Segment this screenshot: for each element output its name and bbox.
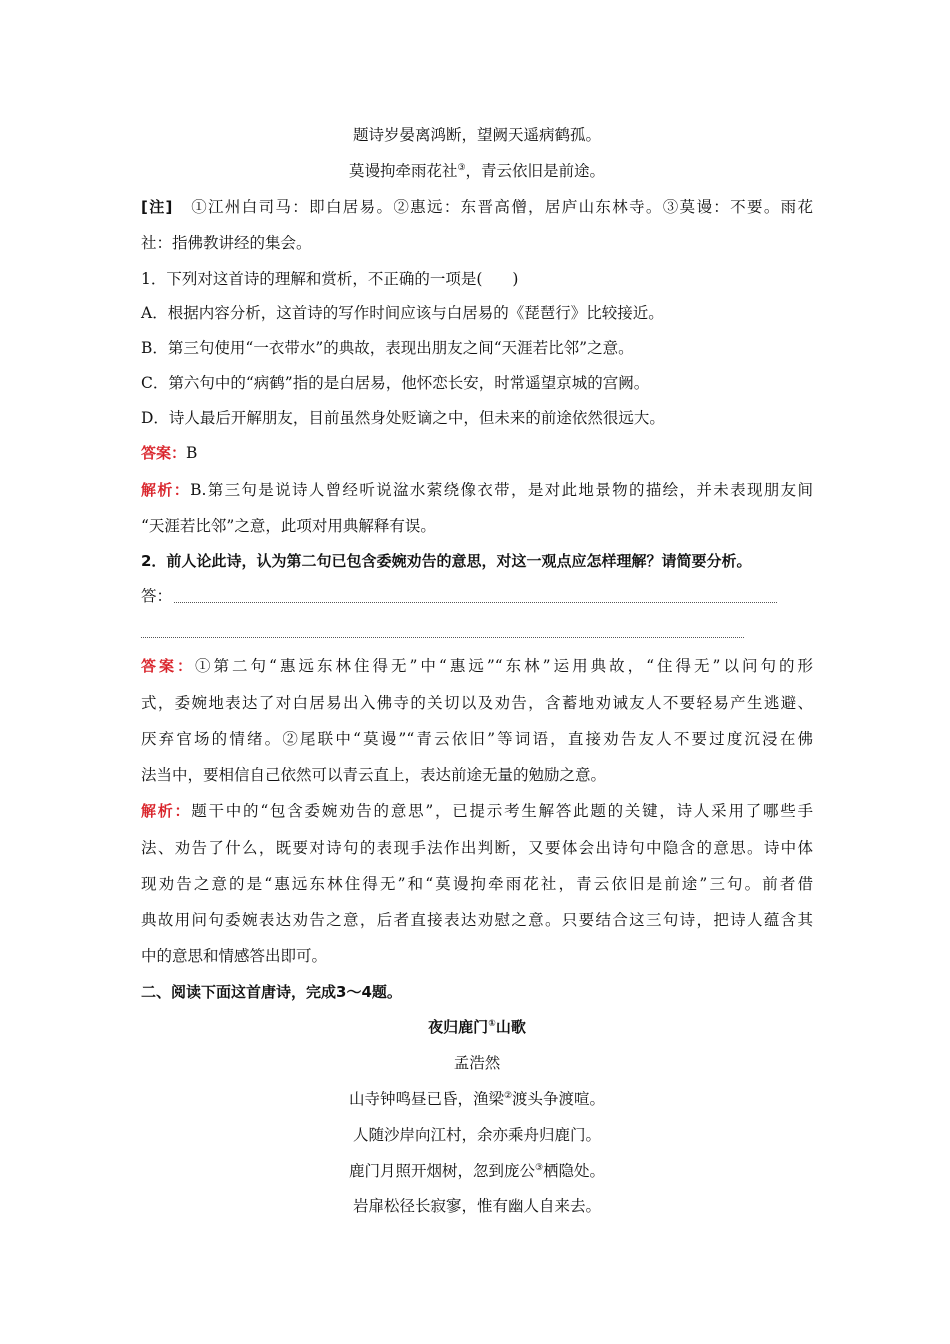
poem-2-line-3-part1: 鹿门月照开烟树，忽到庞公 xyxy=(348,1162,535,1180)
notes-line-2: 社：指佛教讲经的集会。 xyxy=(141,234,312,252)
poem-2-line-1-part1: 山寺钟鸣昼已昏，渔梁 xyxy=(348,1090,504,1108)
question-1-analysis-line-1 xyxy=(141,479,813,501)
poem-2-line-2: 人随沙岸向江村，余亦乘舟归鹿门。 xyxy=(352,1126,601,1144)
question-1-answer xyxy=(141,442,813,464)
answer-text-1: ①第二句“惠远东林住得无”中“惠远”“东林”运用典故，“住得无”以问句的形 xyxy=(195,657,813,675)
question-2-stem: 2．前人论此诗，认为第二句已包含委婉劝告的意思，对这一观点应怎样理解？请简要分析。 xyxy=(141,552,752,570)
question-1-analysis-line-2: “天涯若比邻”之意，此项对用典解释有误。 xyxy=(141,517,436,535)
footnote-marker-3: ③ xyxy=(534,1163,544,1173)
option-c: C．第六句中的“病鹤”指的是白居易，他怀恋长安，时常遥望京城的宫阙。 xyxy=(141,374,650,392)
poem-line-5: 题诗岁晏离鸿断，望阙天遥病鹤孤。 xyxy=(352,126,601,144)
section-2-heading: 二、阅读下面这首唐诗，完成3～4题。 xyxy=(141,983,402,1001)
poem-line-6-part2: ，青云依旧是前途。 xyxy=(465,162,606,180)
question-1-stem xyxy=(141,268,813,290)
answer-blank-line-2[interactable] xyxy=(141,637,744,638)
option-a: A．根据内容分析，这首诗的写作时间应该与白居易的《琵琶行》比较接近。 xyxy=(141,304,664,322)
analysis-text-1: B.第三句是说诗人曾经听说湓水萦绕像衣带，是对此地景物的描绘，并未表现朋友间 xyxy=(190,481,813,499)
answer-blank-line-1[interactable] xyxy=(174,602,777,603)
question-1-text: 1．下列对这首诗的理解和赏析，不正确的一项是( xyxy=(141,270,483,288)
answer-label: 答案： xyxy=(141,657,196,675)
answer-prompt: 答： xyxy=(141,587,173,605)
footnote-marker-1: ① xyxy=(488,1019,496,1029)
poem-2-title xyxy=(141,1016,813,1038)
option-d: D．诗人最后开解朋友，目前虽然身处贬谪之中，但未来的前途依然很远大。 xyxy=(141,409,665,427)
footnote-marker-2: ② xyxy=(503,1091,513,1101)
poem-2-line-4: 岩扉松径长寂寥，惟有幽人自来去。 xyxy=(352,1197,601,1215)
question-2-answer-line-3: 厌弃官场的情绪。②尾联中“莫谩”“青云依旧”等词语，直接劝告友人不要过度沉浸在佛 xyxy=(141,730,813,748)
analysis-label: 解析： xyxy=(141,481,191,499)
analysis-label: 解析： xyxy=(141,802,192,820)
question-2-answer-line-4: 法当中，要相信自己依然可以青云直上，表达前途无量的勉励之意。 xyxy=(141,766,607,784)
question-2-analysis-line-5: 中的意思和情感答出即可。 xyxy=(141,947,328,965)
notes-label: [注] xyxy=(141,198,173,216)
poem-2-author: 孟浩然 xyxy=(453,1054,501,1072)
question-2-analysis-line-3: 现劝告之意的是“惠远东林住得无”和“莫谩拘牵雨花社，青云依旧是前途”三句。前者借 xyxy=(141,875,813,893)
poem-2-title-part2: 山歌 xyxy=(495,1018,526,1036)
poem-2-line-1 xyxy=(141,1088,813,1110)
answer-value: B xyxy=(186,444,198,462)
poem-line-6 xyxy=(141,160,813,182)
question-2-answer-line-2: 式，委婉地表达了对白居易出入佛寺的关切以及劝告，含蓄地劝诫友人不要轻易产生逃避、 xyxy=(141,694,813,712)
question-2-analysis-line-4: 典故用问句委婉表达劝告之意，后者直接表达劝慰之意。只要结合这三句诗，把诗人蕴含其 xyxy=(141,911,813,929)
notes-text-1: ①江州白司马：即白居易。②惠远：东晋高僧，居庐山东林寺。③莫谩：不要。雨花 xyxy=(191,198,814,216)
question-2-analysis-line-1 xyxy=(141,800,813,822)
answer-label: 答案： xyxy=(141,444,187,462)
poem-2-line-3-part2: 栖隐处。 xyxy=(543,1162,606,1180)
analysis-text-1: 题干中的“包含委婉劝告的意思”，已提示考生解答此题的关键，诗人采用了哪些手 xyxy=(191,802,813,820)
poem-2-title-part1: 夜归鹿门 xyxy=(428,1018,489,1036)
poem-2-line-3 xyxy=(141,1160,813,1182)
footnote-marker-3: ③ xyxy=(457,163,466,173)
poem-line-6-part1: 莫谩拘牵雨花社 xyxy=(348,162,458,180)
question-2-answer-line-1 xyxy=(141,655,813,677)
poem-2-line-1-part2: 渡头争渡喧。 xyxy=(512,1090,606,1108)
question-1-close: ) xyxy=(512,270,519,288)
option-b: B．第三句使用“一衣带水”的典故，表现出朋友之间“天涯若比邻”之意。 xyxy=(141,339,634,357)
notes-line-1 xyxy=(141,196,813,218)
question-2-analysis-line-2: 法、劝告了什么，既要对诗句的表现手法作出判断，又要体会出诗句中隐含的意思。诗中体 xyxy=(141,839,813,857)
